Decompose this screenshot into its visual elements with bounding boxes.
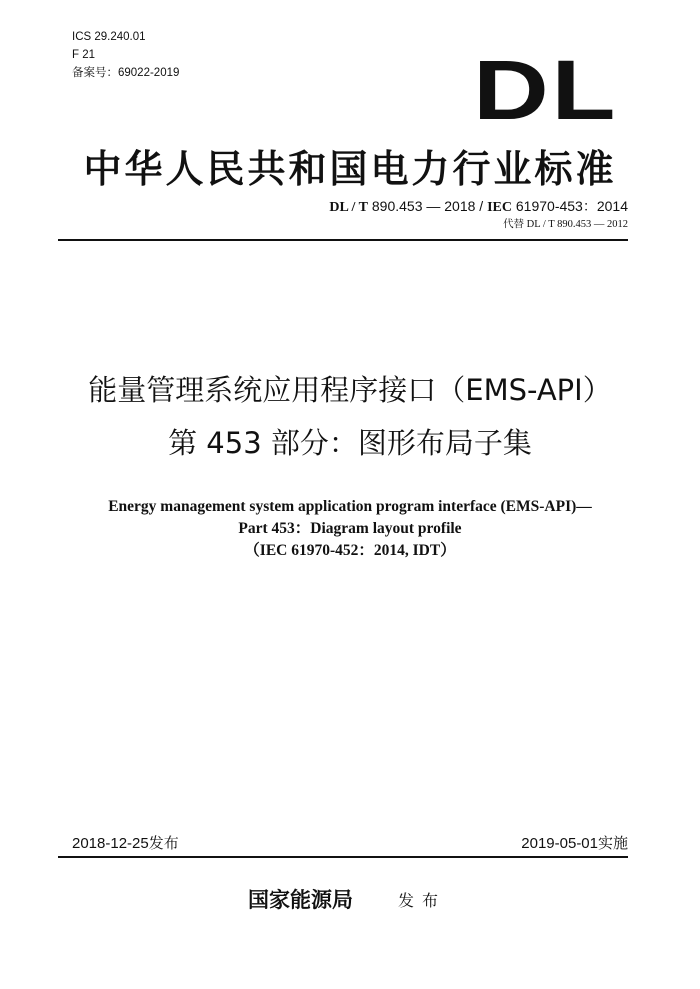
english-title-line-1: Energy management system application program interface (EMS-API)—: [108, 498, 592, 515]
ics-code: ICS 29.240.01: [72, 31, 146, 43]
iec-code-rest: 61970-453：2014: [512, 198, 628, 214]
standard-code-rest: 890.453 — 2018 /: [368, 198, 488, 214]
standard-code: DL / T: [329, 200, 368, 215]
english-title: [0, 496, 700, 562]
top-divider: [58, 239, 628, 241]
issuer-action: 发布: [398, 891, 447, 910]
english-title-line-3: （IEC 61970-452：2014, IDT）: [244, 542, 456, 559]
bottom-divider: [58, 856, 628, 858]
chinese-title-line-1: 能量管理系统应用程序接口（EMS-API）: [88, 373, 612, 407]
class-code: F 21: [72, 49, 96, 61]
implementation-date: 2019-05-01实施: [521, 835, 628, 852]
iec-code: IEC: [487, 200, 512, 215]
filing-number: 备案号：69022-2019: [72, 67, 180, 79]
meta-block: [72, 28, 179, 82]
chinese-title-line-2: 第 453 部分：图形布局子集: [168, 426, 532, 460]
replaces-note: 代替 DL / T 890.453 — 2012: [503, 219, 628, 230]
issue-date: 2018-12-25发布: [72, 835, 179, 852]
page-title: 中华人民共和国电力行业标准: [83, 146, 617, 191]
english-title-line-2: Part 453：Diagram layout profile: [238, 520, 462, 537]
standard-number: [329, 196, 628, 216]
dl-logo: DL: [473, 43, 618, 137]
issuer-name: 国家能源局: [248, 887, 353, 912]
